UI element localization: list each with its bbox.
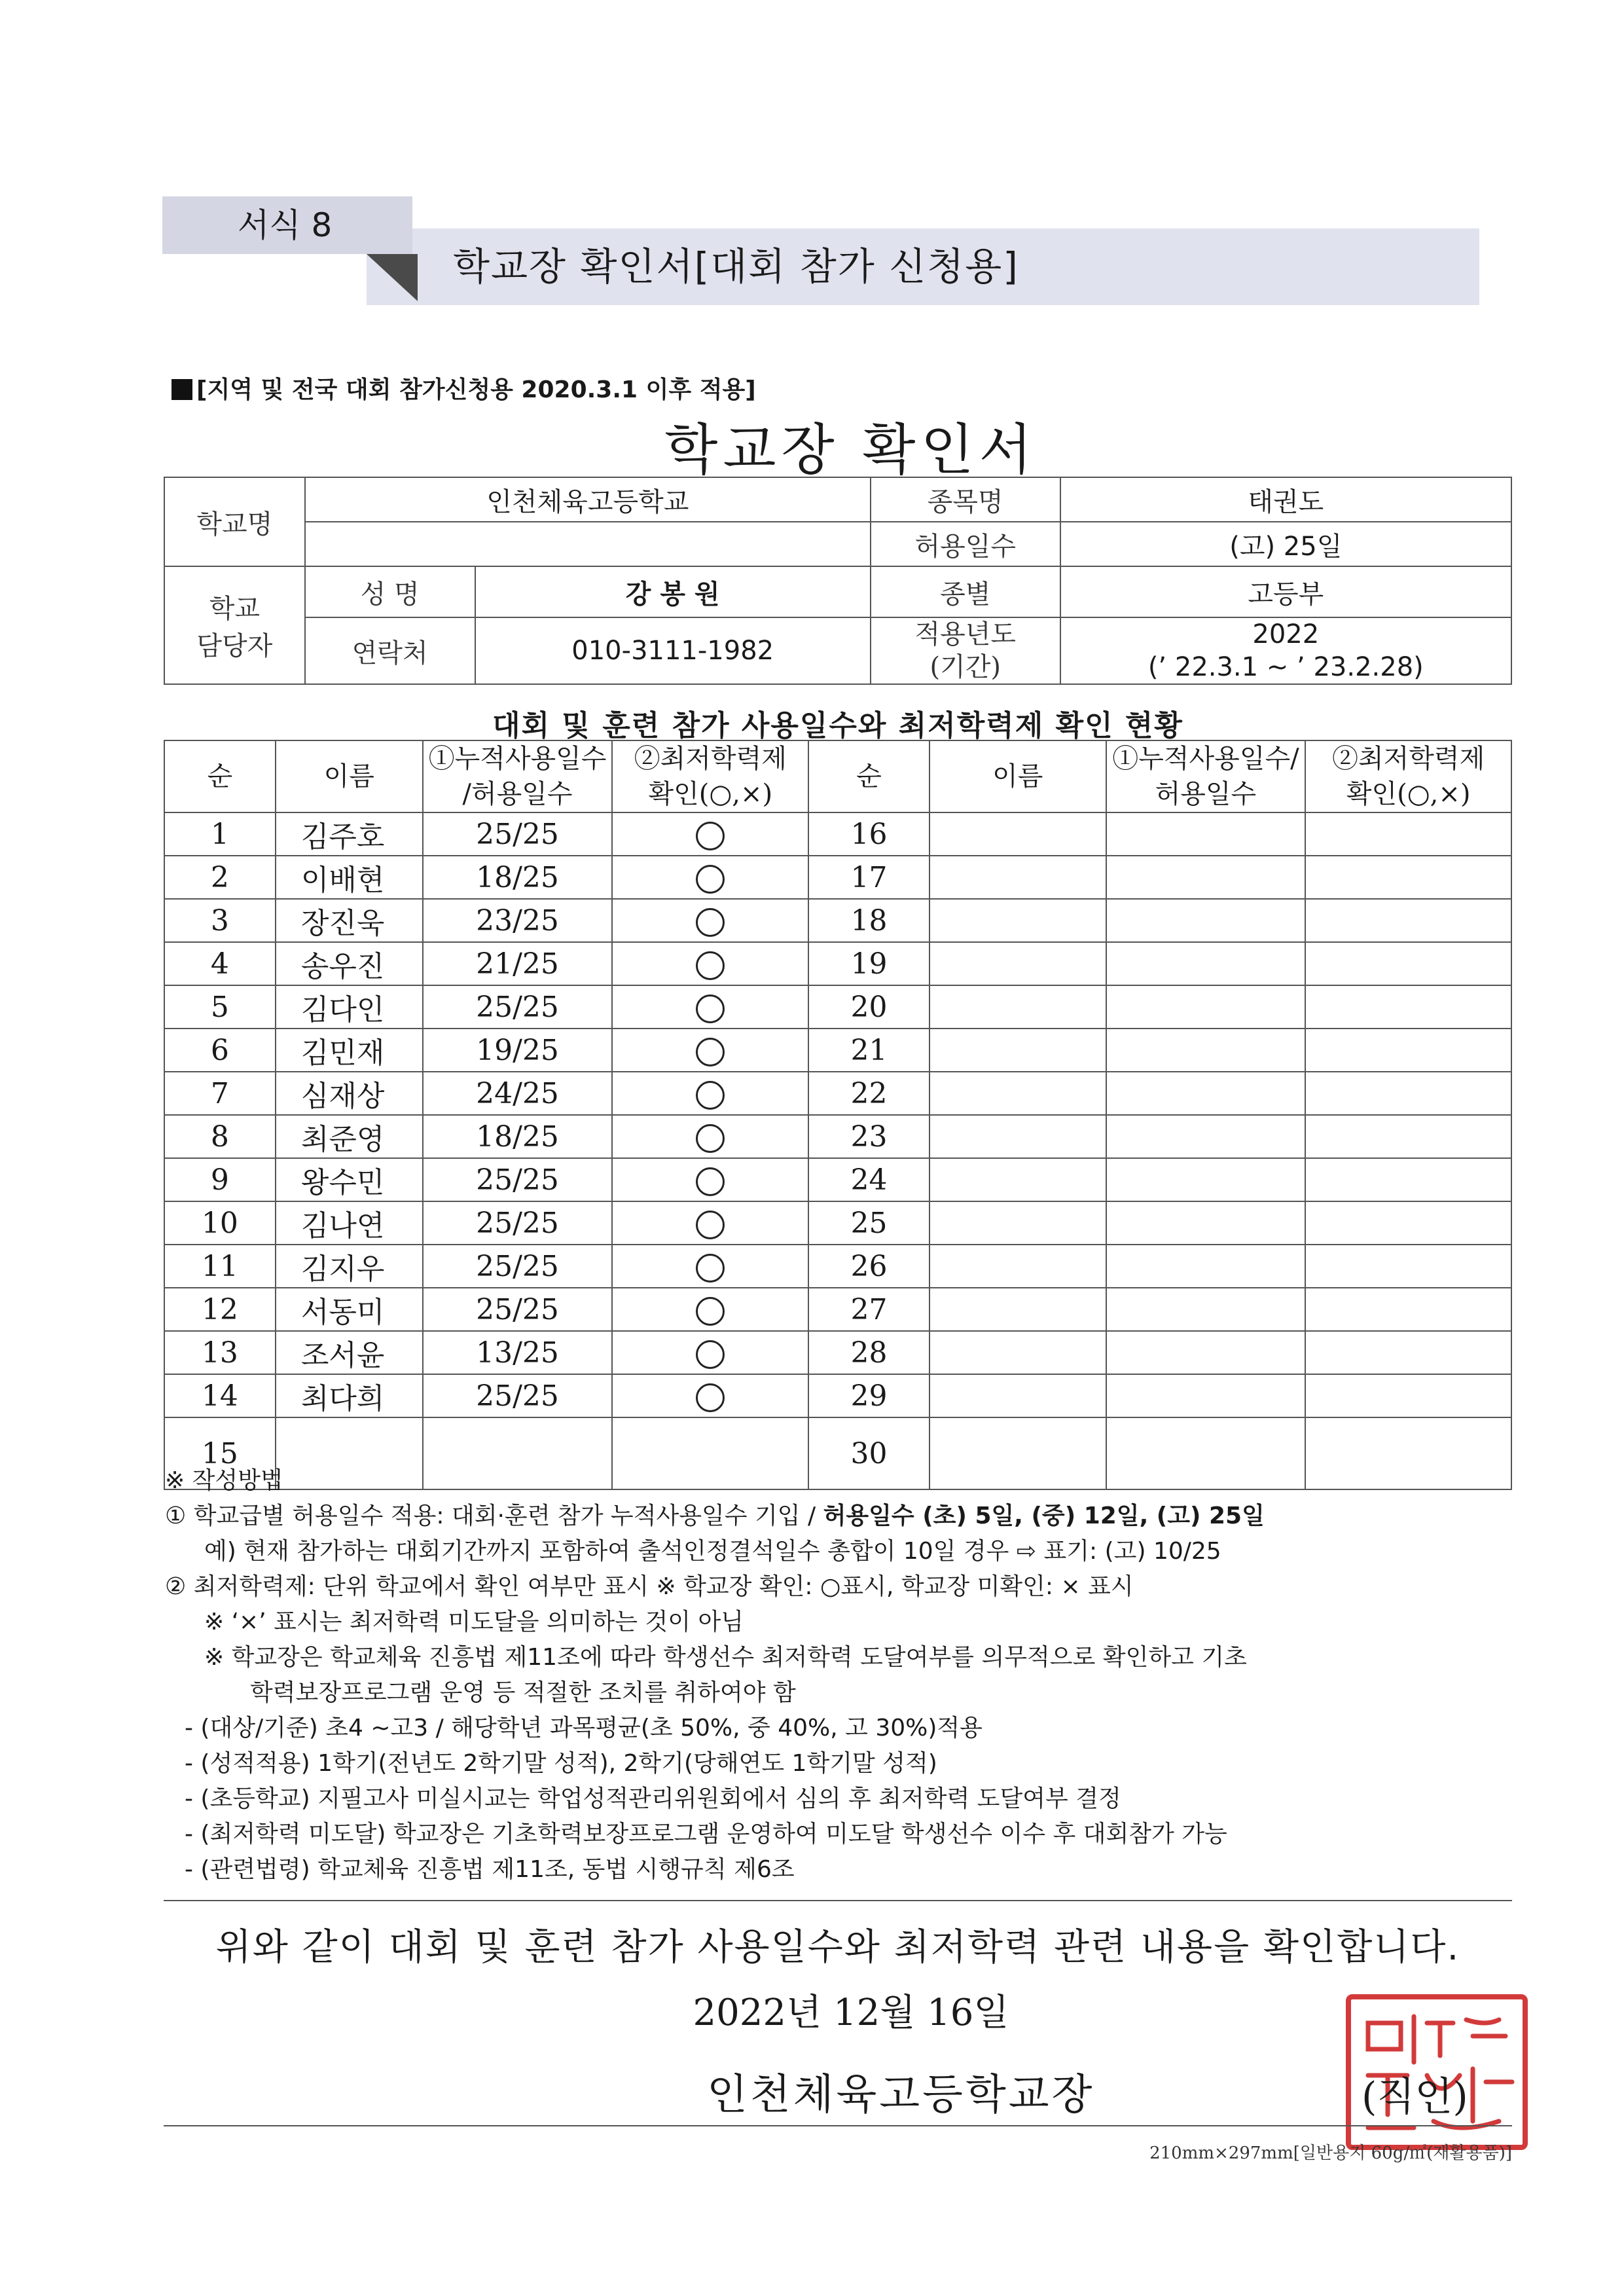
school-label: 학교명 [164, 477, 305, 566]
footer-divider [164, 2125, 1512, 2126]
status-table [164, 740, 1512, 1490]
circle-mark-icon [696, 865, 725, 894]
confirmation-text: 위와 같이 대회 및 훈련 참가 사용일수와 최저학력 관련 내용을 확인합니다. [215, 1926, 1460, 1969]
cell-days: 25/25 [423, 1245, 613, 1288]
cell-rcheck [1305, 1201, 1511, 1245]
cell-name: 김주호 [276, 812, 423, 856]
circle-mark-icon [696, 994, 725, 1023]
table-row [164, 1158, 1511, 1201]
cell-rdays [1106, 856, 1306, 899]
cell-days: 25/25 [423, 1288, 613, 1331]
table-row [164, 1029, 1511, 1072]
school-value-cont [305, 522, 871, 566]
col-days-1: ①누적사용일수 [428, 744, 607, 774]
event-value: 태권도 [1060, 477, 1511, 522]
paper-spec: 210mm×297mm[일반용지 60g/㎡(재활용품)] [1149, 2143, 1512, 2163]
cell-rno: 18 [808, 899, 929, 942]
col-check [612, 740, 808, 812]
cell-rdays [1106, 1115, 1306, 1158]
cell-rname [929, 1288, 1106, 1331]
cell-rname [929, 1374, 1106, 1417]
staff-label [164, 566, 305, 684]
principal-name: 인천체육고등학교장 [707, 2071, 1095, 2119]
cell-name: 이배현 [276, 856, 423, 899]
cell-rdays [1106, 1158, 1306, 1201]
col-check-1: ②최저학력제 [634, 744, 787, 774]
cell-rcheck [1305, 1288, 1511, 1331]
cell-no: 6 [164, 1029, 276, 1072]
year-label-1: 적용년도 [914, 619, 1017, 649]
cell-rdays [1106, 1331, 1306, 1374]
col-days-2: /허용일수 [462, 779, 573, 809]
cell-check [612, 942, 808, 985]
detail-4: - (최저학력 미도달) 학교장은 기초학력보장프로그램 운영하여 미도달 학생선수 이수 후 대회참가 가능 [185, 1821, 1227, 1848]
detail-2: - (성적적용) 1학기(전년도 2학기말 성적), 2학기(당해연도 1학기말 성적) [185, 1750, 937, 1777]
table-row [164, 1331, 1511, 1374]
cell-no: 13 [164, 1331, 276, 1374]
cell-no: 1 [164, 812, 276, 856]
circle-mark-icon [696, 1297, 725, 1326]
table-row [164, 942, 1511, 985]
cell-rcheck [1305, 856, 1511, 899]
cell-no: 7 [164, 1072, 276, 1115]
cell-rname [929, 856, 1106, 899]
circle-mark-icon [696, 1124, 725, 1153]
note-4-cont: 학력보장프로그램 운영 등 적절한 조치를 취하여야 함 [250, 1679, 796, 1706]
cell-rno: 16 [808, 812, 929, 856]
col-check-right [1305, 740, 1511, 812]
subnote-text: [지역 및 전국 대회 참가신청용 2020.3.1 이후 적용] [196, 376, 756, 403]
cell-rcheck [1305, 1029, 1511, 1072]
cell-rname [929, 942, 1106, 985]
table-row [164, 1288, 1511, 1331]
cell-rdays [1106, 1029, 1306, 1072]
circle-mark-icon [696, 951, 725, 980]
cell-rname [929, 1072, 1106, 1115]
cell-rno: 26 [808, 1245, 929, 1288]
document-title: 학교장 확인서 [664, 418, 1038, 482]
cell-days: 13/25 [423, 1331, 613, 1374]
form-number-tab: 서식 8 [162, 196, 412, 254]
info-table [164, 477, 1512, 685]
cell-days: 25/25 [423, 1374, 613, 1417]
col-check-r1: ②최저학력제 [1332, 744, 1485, 774]
cell-rname [929, 985, 1106, 1029]
divider [164, 1900, 1512, 1901]
cell-name: 최준영 [276, 1115, 423, 1158]
name-label: 성 명 [305, 566, 475, 617]
cell-name: 김지우 [276, 1245, 423, 1288]
cell-rcheck [1305, 899, 1511, 942]
circle-mark-icon [696, 1383, 725, 1412]
cell-check [612, 1288, 808, 1331]
cell-rname [929, 1029, 1106, 1072]
circle-mark-icon [696, 1167, 725, 1196]
cell-rname [929, 1201, 1106, 1245]
year-label [871, 617, 1060, 684]
cell-no: 12 [164, 1288, 276, 1331]
col-days-right [1106, 740, 1306, 812]
table-row [164, 1245, 1511, 1288]
status-title: 대회 및 훈련 참가 사용일수와 최저학력제 확인 현황 [492, 709, 1183, 742]
cell-check [612, 1331, 808, 1374]
cell-rcheck [1305, 985, 1511, 1029]
cell-rno: 23 [808, 1115, 929, 1158]
circle-mark-icon [696, 822, 725, 850]
cell-rno: 21 [808, 1029, 929, 1072]
cell-check [612, 985, 808, 1029]
note-1 [165, 1499, 1507, 1534]
event-label: 종목명 [871, 477, 1060, 522]
cell-days: 25/25 [423, 812, 613, 856]
staff-label-2: 담당자 [196, 631, 273, 661]
detail-5: - (관련법령) 학교체육 진흥법 제11조, 동법 시행규칙 제6조 [185, 1856, 795, 1883]
detail-1: - (대상/기준) 초4 ~고3 / 해당학년 과목평균(초 50%, 중 40%, 고 30%)적용 [185, 1715, 983, 1741]
status-body [164, 812, 1511, 1489]
cell-rno: 19 [808, 942, 929, 985]
cell-rno: 24 [808, 1158, 929, 1201]
cell-rcheck [1305, 1331, 1511, 1374]
note-2: ② 최저학력제: 단위 학교에서 확인 여부만 표시 ※ 학교장 확인: ○표시, 학교장 미확인: × 표시 [165, 1573, 1134, 1600]
year-label-2: (기간) [929, 652, 1001, 682]
cell-no: 8 [164, 1115, 276, 1158]
cell-rdays [1106, 1288, 1306, 1331]
staff-label-1: 학교 [209, 594, 261, 624]
col-no: 순 [164, 740, 276, 812]
cell-rno: 30 [808, 1417, 929, 1489]
cell-check [612, 899, 808, 942]
col-days-r1: ①누적사용일수/ [1112, 744, 1299, 774]
cell-no: 14 [164, 1374, 276, 1417]
cell-check [612, 856, 808, 899]
cell-name: 김민재 [276, 1029, 423, 1072]
contact-label: 연락처 [305, 617, 475, 684]
contact-value: 010-3111-1982 [475, 617, 871, 684]
cell-check [612, 1201, 808, 1245]
circle-mark-icon [696, 1038, 725, 1066]
cell-name: 왕수민 [276, 1158, 423, 1201]
year-value-2: (’ 22.3.1 ~ ’ 23.2.28) [1147, 652, 1424, 682]
allowed-days-label: 허용일수 [871, 522, 1060, 566]
table-row [164, 899, 1511, 942]
cell-check [612, 812, 808, 856]
cell-days: 19/25 [423, 1029, 613, 1072]
circle-mark-icon [696, 1254, 725, 1283]
circle-mark-icon [696, 1211, 725, 1239]
col-check-r2: 확인(○,×) [1346, 779, 1471, 809]
cell-rname [929, 1245, 1106, 1288]
cell-days: 18/25 [423, 856, 613, 899]
cell-rname [929, 1115, 1106, 1158]
cell-rcheck [1305, 1374, 1511, 1417]
col-days [423, 740, 613, 812]
cell-name: 김다인 [276, 985, 423, 1029]
detail-3: - (초등학교) 지필고사 미실시교는 학업성적관리위원회에서 심의 후 최저학력 도달여부 결정 [185, 1785, 1121, 1812]
cell-no: 9 [164, 1158, 276, 1201]
cell-rname [929, 812, 1106, 856]
issue-date: 2022년 12월 16일 [693, 1992, 1009, 2034]
square-bullet-icon [171, 379, 192, 400]
school-value: 인천체육고등학교 [305, 477, 871, 522]
cell-days: 18/25 [423, 1115, 613, 1158]
cell-days: 25/25 [423, 985, 613, 1029]
cell-check [612, 1072, 808, 1115]
cell-rname [929, 1331, 1106, 1374]
cell-name: 장진욱 [276, 899, 423, 942]
cell-rdays [1106, 1374, 1306, 1417]
table-row [164, 812, 1511, 856]
table-row [164, 1115, 1511, 1158]
year-value [1060, 617, 1511, 684]
cell-rcheck [1305, 1245, 1511, 1288]
cell-rdays [1106, 1201, 1306, 1245]
cell-rname [929, 1158, 1106, 1201]
note-4: ※ 학교장은 학교체육 진흥법 제11조에 따라 학생선수 최저학력 도달여부를 의무적으로 확인하고 기초 [204, 1644, 1247, 1671]
cell-rdays [1106, 899, 1306, 942]
table-row [164, 1374, 1511, 1417]
col-no-right: 순 [808, 740, 929, 812]
category-label: 종별 [871, 566, 1060, 617]
cell-rcheck [1305, 812, 1511, 856]
cell-check [612, 1029, 808, 1072]
note-1-bold: 허용일수 (초) 5일, (중) 12일, (고) 25일 [823, 1503, 1265, 1529]
cell-rname [929, 899, 1106, 942]
table-row [164, 1072, 1511, 1115]
cell-no: 15 [164, 1417, 276, 1489]
instructions [165, 1463, 1507, 1887]
col-name-right: 이름 [929, 740, 1106, 812]
cell-name: 김나연 [276, 1201, 423, 1245]
cell-check [612, 1245, 808, 1288]
form-title: 학교장 확인서[대회 참가 신청용] [367, 228, 1479, 305]
table-row [164, 985, 1511, 1029]
table-row [164, 856, 1511, 899]
col-name: 이름 [276, 740, 423, 812]
circle-mark-icon [696, 908, 725, 937]
notes-title: ※ 작성방법 [165, 1467, 283, 1494]
cell-no: 2 [164, 856, 276, 899]
cell-days: 25/25 [423, 1201, 613, 1245]
cell-rcheck [1305, 942, 1511, 985]
cell-rdays [1106, 1245, 1306, 1288]
cell-no: 5 [164, 985, 276, 1029]
cell-rno: 27 [808, 1288, 929, 1331]
cell-check [612, 1115, 808, 1158]
cell-rno: 22 [808, 1072, 929, 1115]
note-3: ※ ‘×’ 표시는 최저학력 미도달을 의미하는 것이 아님 [204, 1609, 744, 1635]
cell-days: 23/25 [423, 899, 613, 942]
cell-rno: 28 [808, 1331, 929, 1374]
note-1-example: 예) 현재 참가하는 대회기간까지 포함하여 출석인정결석일수 총합이 10일 경우 ⇨ 표기: (고) 10/25 [204, 1538, 1221, 1565]
circle-mark-icon [696, 1081, 725, 1110]
cell-rdays [1106, 942, 1306, 985]
cell-rno: 17 [808, 856, 929, 899]
year-value-1: 2022 [1252, 619, 1320, 649]
note-1-plain: ① 학교급별 허용일수 적용: 대회·훈련 참가 누적사용일수 기입 / [165, 1503, 823, 1529]
cell-rcheck [1305, 1072, 1511, 1115]
category-value: 고등부 [1060, 566, 1511, 617]
allowed-days-value: (고) 25일 [1060, 522, 1511, 566]
cell-rno: 25 [808, 1201, 929, 1245]
table-row [164, 1201, 1511, 1245]
cell-days: 25/25 [423, 1158, 613, 1201]
circle-mark-icon [696, 1340, 725, 1369]
cell-rno: 29 [808, 1374, 929, 1417]
cell-no: 4 [164, 942, 276, 985]
cell-rcheck [1305, 1115, 1511, 1158]
subnote [171, 371, 756, 405]
cell-no: 11 [164, 1245, 276, 1288]
cell-name: 조서윤 [276, 1331, 423, 1374]
cell-rno: 20 [808, 985, 929, 1029]
cell-name: 서동미 [276, 1288, 423, 1331]
cell-days: 24/25 [423, 1072, 613, 1115]
cell-rdays [1106, 985, 1306, 1029]
cell-check [612, 1374, 808, 1417]
cell-rdays [1106, 1072, 1306, 1115]
seal-label: (직인) [1362, 2074, 1468, 2120]
col-check-2: 확인(○,×) [648, 779, 773, 809]
cell-days: 21/25 [423, 942, 613, 985]
cell-no: 3 [164, 899, 276, 942]
cell-name: 송우진 [276, 942, 423, 985]
cell-no: 10 [164, 1201, 276, 1245]
tab-arrow-icon [367, 254, 418, 301]
cell-name: 심재상 [276, 1072, 423, 1115]
name-value: 강 봉 원 [475, 566, 871, 617]
cell-name: 최다희 [276, 1374, 423, 1417]
cell-check [612, 1158, 808, 1201]
cell-rdays [1106, 812, 1306, 856]
cell-rcheck [1305, 1158, 1511, 1201]
status-header-row [164, 740, 1511, 812]
col-days-r2: 허용일수 [1155, 779, 1257, 809]
